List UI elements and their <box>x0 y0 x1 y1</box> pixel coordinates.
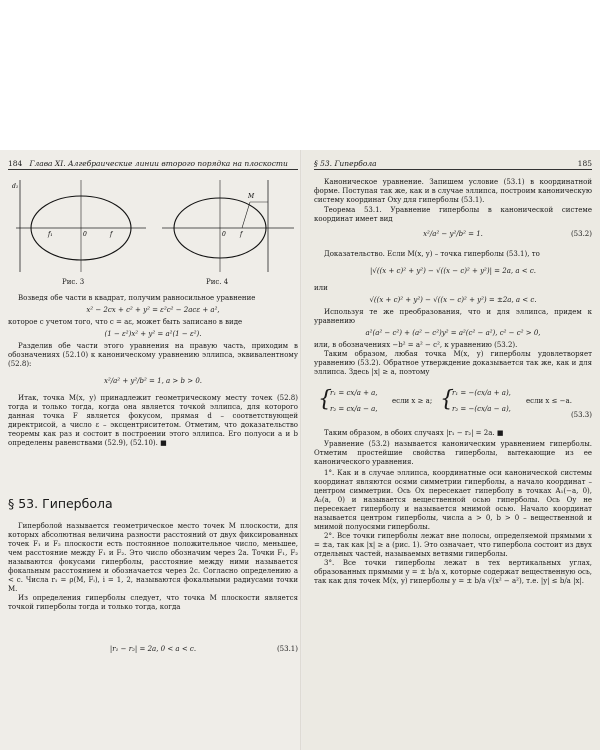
left-para-1: Возведя обе части в квадрат, получим равносильное уравнение <box>18 294 256 302</box>
left-para-6: Из определения гиперболы следует, что точка M плоскости является точкой гиперболы тогда и только тогда, когда <box>8 594 298 611</box>
system-number: (53.3) <box>570 411 592 419</box>
figure-3 <box>10 176 150 276</box>
system-a-1: r₁ = cx/a + a, <box>330 389 378 397</box>
left-page-number: 184 <box>8 159 23 168</box>
left-eq-2: (1 − ε²)x² + y² = a²(1 − ε²). <box>104 330 202 338</box>
right-head-title: § 53. Гипербола <box>314 159 377 168</box>
left-para-3: Разделив обе части этого уравнения на правую часть, приходим в обозначениях (52.10) к каноническому уравнению эллипса, эквивалентному (52.8): <box>8 342 298 368</box>
left-head-rule <box>8 169 298 170</box>
left-eq-1: x² − 2cx + c² + y² = ε²c² − 2acε + a², <box>86 306 220 314</box>
right-para-5: или, в обозначениях −b² = a² − c², к уравнению (53.2). <box>314 341 518 349</box>
fig3-label-d: d₁ <box>12 183 19 190</box>
system-b-condition: если x ≤ −a. <box>526 397 572 405</box>
left-eq-4-row <box>8 645 298 655</box>
book-spread <box>0 150 600 750</box>
fig4-label-f: f <box>240 231 243 238</box>
right-para-8: Уравнение (53.2) называется каноническим уравнением гиперболы. Отметим простейшие свойства гиперболы, вытекающие из ее канонического уравнения. <box>314 440 592 466</box>
right-eq-2: |√((x + c)² + y²) − √((x − c)² + y²)| = 2a, a < c. <box>370 267 536 275</box>
fig4-label-o: 0 <box>222 231 226 238</box>
section-title: § 53. Гипербола <box>8 496 113 511</box>
left-para-5: Гиперболой называется геометрическое место точек M плоскости, для которых абсолютная величина разности расстояний от двух фиксированных точек F₁ и F₂ плоскости есть постоянное положительное число, меньшее, чем расстояние между F₁ и F₂. Это число обозначим через 2a. Точки F₁, F₂ называются фокусами гиперболы, расстояние между ними называется фокальным расстоянием и обозначается через 2c. Согласно определению a < c. Числа r₁ = ρ(M, Fᵢ), i = 1, 2, называются фокальными радиусами точки M. <box>8 522 298 593</box>
left-eq-4: |r₁ − r₂| = 2a, 0 < a < c. <box>109 645 197 653</box>
fig3-label-o: 0 <box>83 231 87 238</box>
right-eq-1: x²/a² − y²/b² = 1. <box>423 230 483 238</box>
right-para-11: 3°. Все точки гиперболы лежат в тех вертикальных углах, образованных прямыми y = ± b/a x, которые содержат вещественную ось, так как для точек M(x, y) гиперболы y = ± b/a √(x² − a²), т.е. |y| ≤ b/a |x|. <box>314 559 592 585</box>
left-head-title: Глава XI. Алгебраические линии второго порядка на плоскости <box>29 159 288 168</box>
right-eq-1-number: (53.2) <box>570 230 592 238</box>
left-page <box>0 150 302 750</box>
left-eq-3: x²/a² + y²/b² = 1, a > b > 0. <box>104 377 202 385</box>
right-system-row <box>314 383 592 423</box>
system-brace-a: { <box>318 387 332 412</box>
system-a-condition: если x ≥ a; <box>392 397 433 405</box>
left-body-bottom <box>8 522 298 612</box>
system-a-2: r₂ = cx/a − a, <box>330 405 378 413</box>
system-b-1: r₁ = −(cx/a + a), <box>452 389 511 397</box>
right-eq-1-row <box>314 224 592 246</box>
left-body-top <box>8 294 298 448</box>
fig3-label-f: f <box>110 231 113 238</box>
fig3-label-f1: f₁ <box>48 231 53 238</box>
right-para-7: Таким образом, в обоих случаях |r₁ − r₂| = 2a. ■ <box>324 429 504 437</box>
fig4-label-m: M <box>248 193 255 200</box>
system-brace-b: { <box>440 387 454 412</box>
right-eq-5: a²(a² − c²) + (a² − c²)y² = a²(c² − a²), c² − c² > 0, <box>365 329 541 337</box>
left-running-head <box>8 159 288 168</box>
right-page-number: 185 <box>577 159 592 168</box>
left-eq-4-number: (53.1) <box>276 645 298 653</box>
right-theorem: Теорема 53.1. Уравнение гиперболы в канонической системе координат имеет вид <box>314 206 592 223</box>
figure-3-caption: Рис. 3 <box>62 278 85 286</box>
figure-4-caption: Рис. 4 <box>206 278 229 286</box>
right-para-3: или <box>314 284 328 292</box>
right-head-rule <box>314 169 592 170</box>
right-para-2: Доказательство. Если M(x, y) – точка гиперболы (53.1), то <box>324 250 540 258</box>
right-body <box>314 178 592 586</box>
right-para-9: 1°. Как и в случае эллипса, координатные оси канонической системы координат являются осями симметрии гиперболы, а начало координат – центром симметрии. Ось Ox пересекает гиперболу в точках A₁(−a, 0), A₂(a, 0) и называется вещественной осью гиперболы. Ось Oy не пересекает гиперболу и называется мнимой осью. Начало координат называется центром гиперболы, числа a > 0, b > 0 – вещественной и мнимой полуосями гиперболы. <box>314 469 592 531</box>
system-b-2: r₂ = −(cx/a − a), <box>452 405 511 413</box>
right-eq-3: √((x + c)² + y²) − √((x − c)² + y²) = ±2a, a < c. <box>369 296 537 304</box>
right-para-6: Таким образом, любая точка M(x, y) гиперболы удовлетворяет уравнению (53.2). Обратное утверждение доказывается так же, как и для эллипса. Здесь |x| ≥ a, поэтому <box>314 350 592 376</box>
left-para-2: которое с учетом того, что c = aε, может быть записано в виде <box>8 318 243 326</box>
figure-4 <box>158 176 298 276</box>
right-para-4: Используя те же преобразования, что и для эллипса, придем к уравнению <box>314 308 592 325</box>
right-para-1: Каноническое уравнение. Запишем условие (53.1) в координатной форме. Поступая так же, как и в случае эллипса, построим каноническую систему координат Oxy для гиперболы (53.1). <box>314 178 592 204</box>
left-para-4: Итак, точка M(x, y) принадлежит геометрическому месту точек (52.8) тогда и только тогда, когда она является точкой эллипса, для которого данная точка F является фокусом, прямая d – соответствующей директрисой, а число ε – эксцентриситетом. Отметим, что доказательство теоремы как раз и состоит в построении этого эллипса. Его полуоси a и b определены равенствами (52.9), (52.10). ■ <box>8 394 298 447</box>
fig4-radius <box>242 202 250 228</box>
right-para-10: 2°. Все точки гиперболы лежат вне полосы, определяемой прямыми x = ±a, так как |x| ≥ a (рис. 1). Это означает, что гипербола состоит из двух отдельных частей, называемых ветвями гиперболы. <box>314 532 592 558</box>
right-page <box>302 150 600 750</box>
